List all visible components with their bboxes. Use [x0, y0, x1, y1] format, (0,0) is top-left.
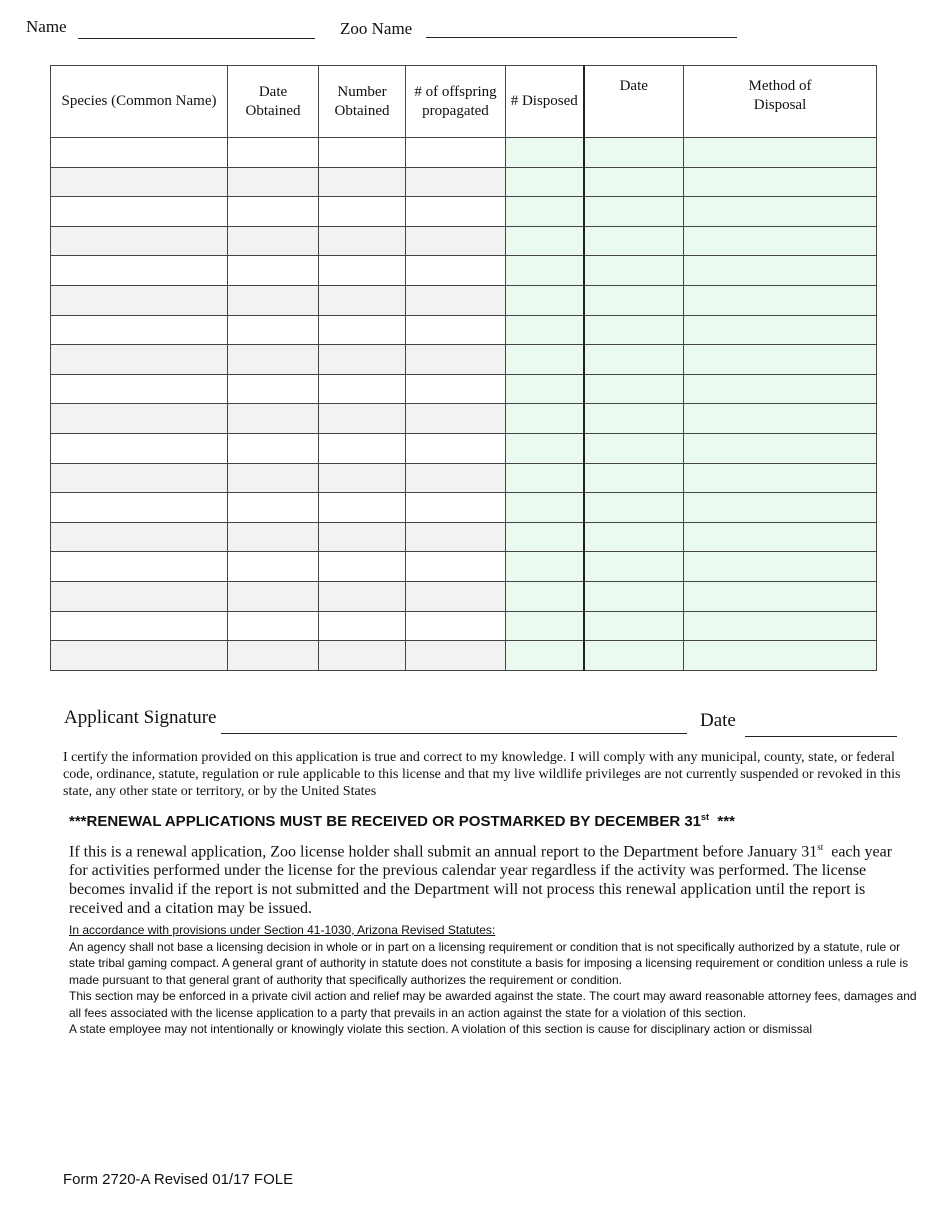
- table-row: [51, 522, 877, 552]
- table-cell[interactable]: [228, 197, 319, 227]
- table-cell[interactable]: [228, 611, 319, 641]
- table-cell[interactable]: [319, 197, 406, 227]
- table-cell[interactable]: [684, 611, 877, 641]
- table-cell[interactable]: [684, 315, 877, 345]
- table-cell[interactable]: [684, 404, 877, 434]
- table-cell[interactable]: [506, 138, 584, 168]
- col-header-date-obtained: Date Obtained: [228, 66, 319, 138]
- table-cell[interactable]: [319, 345, 406, 375]
- table-cell[interactable]: [51, 315, 228, 345]
- table-cell[interactable]: [584, 581, 684, 611]
- table-cell[interactable]: [406, 138, 506, 168]
- table-cell[interactable]: [319, 285, 406, 315]
- signature-date-field[interactable]: [745, 736, 897, 737]
- table-cell[interactable]: [319, 433, 406, 463]
- form-number: Form 2720-A Revised 01/17 FOLE: [63, 1171, 294, 1188]
- table-cell[interactable]: [584, 611, 684, 641]
- table-cell[interactable]: [51, 285, 228, 315]
- table-row: [51, 167, 877, 197]
- table-cell[interactable]: [584, 285, 684, 315]
- table-cell[interactable]: [319, 552, 406, 582]
- col-header-disposed: # Disposed: [506, 66, 584, 138]
- col-header-offspring: # of offspring propagated: [406, 66, 506, 138]
- table-cell[interactable]: [51, 641, 228, 671]
- table-cell[interactable]: [319, 522, 406, 552]
- table-cell[interactable]: [506, 552, 584, 582]
- table-cell[interactable]: [51, 463, 228, 493]
- table-cell[interactable]: [406, 641, 506, 671]
- table-cell[interactable]: [51, 433, 228, 463]
- table-cell[interactable]: [51, 404, 228, 434]
- table-cell[interactable]: [584, 167, 684, 197]
- table-cell[interactable]: [584, 522, 684, 552]
- table-row: [51, 404, 877, 434]
- statute-paragraph: A state employee may not intentionally or knowingly violate this section. A violation of this section is cause for disciplinary action or dismissal: [69, 1022, 813, 1036]
- table-cell[interactable]: [406, 581, 506, 611]
- table-cell[interactable]: [406, 522, 506, 552]
- zoo-name-field[interactable]: [426, 37, 737, 38]
- species-activity-table: [50, 65, 877, 671]
- table-cell[interactable]: [319, 404, 406, 434]
- table-cell[interactable]: [506, 256, 584, 286]
- statute-heading: In accordance with provisions under Section 41-1030, Arizona Revised Statutes:: [69, 923, 496, 937]
- table-cell[interactable]: [684, 226, 877, 256]
- table-cell[interactable]: [51, 493, 228, 523]
- table-row: [51, 256, 877, 286]
- table-cell[interactable]: [684, 285, 877, 315]
- table-cell[interactable]: [684, 463, 877, 493]
- col-header-date: Date: [584, 66, 684, 138]
- signature-date-label: Date: [700, 710, 736, 731]
- table-cell[interactable]: [319, 611, 406, 641]
- table-cell[interactable]: [684, 641, 877, 671]
- table-cell[interactable]: [406, 315, 506, 345]
- table-cell[interactable]: [506, 404, 584, 434]
- table-cell[interactable]: [51, 522, 228, 552]
- statute-section: [69, 922, 919, 1038]
- table-cell[interactable]: [584, 641, 684, 671]
- table-cell[interactable]: [584, 345, 684, 375]
- table-cell[interactable]: [584, 463, 684, 493]
- table-cell[interactable]: [684, 581, 877, 611]
- table-cell[interactable]: [406, 433, 506, 463]
- table-cell[interactable]: [51, 611, 228, 641]
- table-row: [51, 463, 877, 493]
- table-row: [51, 197, 877, 227]
- table-cell[interactable]: [228, 641, 319, 671]
- table-cell[interactable]: [406, 463, 506, 493]
- table-row: [51, 433, 877, 463]
- table-cell[interactable]: [319, 167, 406, 197]
- table-cell[interactable]: [51, 226, 228, 256]
- table-cell[interactable]: [684, 493, 877, 523]
- table-row: [51, 285, 877, 315]
- table-cell[interactable]: [319, 374, 406, 404]
- table-cell[interactable]: [228, 493, 319, 523]
- table-row: [51, 641, 877, 671]
- table-cell[interactable]: [584, 138, 684, 168]
- col-header-number-obtained: Number Obtained: [319, 66, 406, 138]
- table-cell[interactable]: [684, 433, 877, 463]
- table-cell[interactable]: [51, 256, 228, 286]
- table-cell[interactable]: [506, 493, 584, 523]
- table-cell[interactable]: [228, 256, 319, 286]
- table-cell[interactable]: [406, 285, 506, 315]
- table-cell[interactable]: [506, 641, 584, 671]
- table-cell[interactable]: [584, 256, 684, 286]
- table-cell[interactable]: [684, 522, 877, 552]
- table-row: [51, 581, 877, 611]
- statute-paragraph: An agency shall not base a licensing decision in whole or in part on a licensing requirement or condition that is not specifically authorized by a statute, rule or state tribal gaming compact. A general grant of authority in statute does not constitute a basis for imposing a licensing requirement or condition unless a rule is made pursuant to that general grant of authority that specifically authorizes the requirement or condition.: [69, 939, 909, 987]
- table-cell[interactable]: [51, 581, 228, 611]
- table-cell[interactable]: [584, 226, 684, 256]
- table-cell[interactable]: [406, 374, 506, 404]
- applicant-signature-field[interactable]: [221, 733, 687, 734]
- table-cell[interactable]: [506, 581, 584, 611]
- table-cell[interactable]: [506, 285, 584, 315]
- table-cell[interactable]: [584, 315, 684, 345]
- table-cell[interactable]: [506, 611, 584, 641]
- table-cell[interactable]: [51, 345, 228, 375]
- table-cell[interactable]: [406, 404, 506, 434]
- table-cell[interactable]: [584, 552, 684, 582]
- table-cell[interactable]: [228, 285, 319, 315]
- table-cell[interactable]: [684, 345, 877, 375]
- table-cell[interactable]: [506, 167, 584, 197]
- table-cell[interactable]: [228, 374, 319, 404]
- table-cell[interactable]: [406, 493, 506, 523]
- table-cell[interactable]: [684, 256, 877, 286]
- table-cell[interactable]: [406, 552, 506, 582]
- table-cell[interactable]: [584, 493, 684, 523]
- table-row: [51, 493, 877, 523]
- table-cell[interactable]: [506, 463, 584, 493]
- table-row: [51, 226, 877, 256]
- table-cell[interactable]: [319, 581, 406, 611]
- table-cell[interactable]: [51, 167, 228, 197]
- table-cell[interactable]: [406, 226, 506, 256]
- table-cell[interactable]: [319, 138, 406, 168]
- table-cell[interactable]: [228, 463, 319, 493]
- applicant-signature-label: Applicant Signature: [64, 707, 217, 728]
- table-cell[interactable]: [228, 552, 319, 582]
- table-cell[interactable]: [506, 315, 584, 345]
- table-row: [51, 138, 877, 168]
- table-cell[interactable]: [506, 197, 584, 227]
- zoo-name-label: Zoo Name: [340, 19, 413, 38]
- table-cell[interactable]: [506, 374, 584, 404]
- table-cell[interactable]: [319, 463, 406, 493]
- name-label: Name: [26, 17, 67, 36]
- renewal-instructions: If this is a renewal application, Zoo license holder shall submit an annual report to the Department before January 31st each year for activities performed under the license for the previous calendar year regardless if the activity was performed. The license becomes invalid if the report is not submitted and the Department will not process this renewal application until the report is received and a citation may be issued.: [69, 842, 893, 918]
- table-cell[interactable]: [319, 641, 406, 671]
- table-row: [51, 345, 877, 375]
- table-cell[interactable]: [406, 167, 506, 197]
- table-cell[interactable]: [319, 226, 406, 256]
- table-cell[interactable]: [684, 197, 877, 227]
- table-cell[interactable]: [228, 315, 319, 345]
- col-header-method-of-disposal: Method of Disposal: [684, 66, 877, 138]
- table-cell[interactable]: [506, 522, 584, 552]
- table-cell[interactable]: [684, 374, 877, 404]
- table-cell[interactable]: [684, 552, 877, 582]
- table-cell[interactable]: [51, 138, 228, 168]
- table-cell[interactable]: [406, 611, 506, 641]
- table-cell[interactable]: [584, 374, 684, 404]
- table-cell[interactable]: [584, 404, 684, 434]
- table-cell[interactable]: [406, 256, 506, 286]
- table-cell[interactable]: [228, 404, 319, 434]
- table-cell[interactable]: [319, 493, 406, 523]
- table-cell[interactable]: [684, 167, 877, 197]
- table-cell[interactable]: [406, 345, 506, 375]
- table-cell[interactable]: [506, 345, 584, 375]
- table-cell[interactable]: [506, 433, 584, 463]
- table-cell[interactable]: [406, 197, 506, 227]
- col-header-species: Species (Common Name): [51, 66, 228, 138]
- table-row: [51, 315, 877, 345]
- table-cell[interactable]: [228, 167, 319, 197]
- table-cell[interactable]: [584, 433, 684, 463]
- table-cell[interactable]: [228, 522, 319, 552]
- statute-paragraph: This section may be enforced in a private civil action and relief may be awarded against the state. The court may award reasonable attorney fees, damages and all fees associated with the license application to a party that prevails in an action against the state for a violation of this section.: [69, 989, 917, 1020]
- table-header-row: [51, 66, 877, 138]
- table-cell[interactable]: [228, 433, 319, 463]
- table-cell[interactable]: [506, 226, 584, 256]
- table-cell[interactable]: [228, 226, 319, 256]
- table-cell[interactable]: [228, 138, 319, 168]
- table-cell[interactable]: [51, 552, 228, 582]
- table-row: [51, 552, 877, 582]
- name-field[interactable]: [78, 38, 315, 39]
- table-cell[interactable]: [584, 197, 684, 227]
- table-row: [51, 374, 877, 404]
- table-cell[interactable]: [51, 374, 228, 404]
- table-row: [51, 611, 877, 641]
- table-cell[interactable]: [228, 345, 319, 375]
- table-cell[interactable]: [319, 256, 406, 286]
- certification-text: I certify the information provided on this application is true and correct to my knowledge. I will comply with any municipal, county, state, or federal code, ordinance, statute, regulation or rule applicable to this license and that my live wildlife privileges are not currently suspended or revoked in this state, any other state or territory, or by the United States: [63, 750, 901, 799]
- table-cell[interactable]: [51, 197, 228, 227]
- table-cell[interactable]: [684, 138, 877, 168]
- table-cell[interactable]: [319, 315, 406, 345]
- renewal-deadline-heading: ***RENEWAL APPLICATIONS MUST BE RECEIVED OR POSTMARKED BY DECEMBER 31st ***: [69, 812, 735, 830]
- table-cell[interactable]: [228, 581, 319, 611]
